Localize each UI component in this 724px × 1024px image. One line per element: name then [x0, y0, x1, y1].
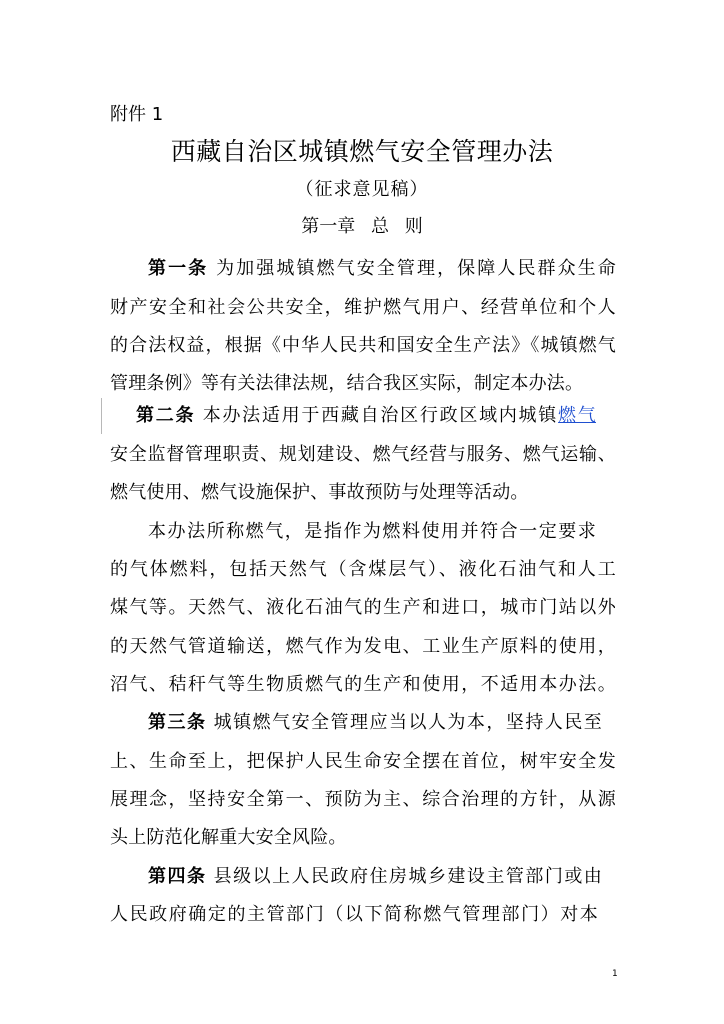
- article4-number: 第四条: [148, 866, 207, 887]
- document-title: 西藏自治区城镇燃气安全管理办法: [170, 137, 554, 166]
- article2-line-3: 燃气使用、燃气设施保护、事故预防与处理等活动。: [110, 482, 529, 503]
- article1-line-3: 的合法权益，根据《中华人民共和国安全生产法》《城镇燃气: [110, 335, 616, 356]
- gas-para-line-1: 本办法所称燃气，是指作为燃料使用并符合一定要求: [148, 521, 596, 542]
- gas-para-line-3: 煤气等。天然气、液化石油气的生产和进口，城市门站以外: [110, 597, 616, 618]
- article4-line-2: 人民政府确定的主管部门（以下简称燃气管理部门）对本: [110, 904, 598, 925]
- article4-line-1: [148, 865, 602, 889]
- attachment-label: 附件 1: [110, 104, 164, 125]
- chapter-heading: 第一章 总 则: [301, 216, 423, 237]
- document-subtitle: （征求意见稿）: [295, 179, 429, 200]
- article2-line-2: 安全监督管理职责、规划建设、燃气经营与服务、燃气运输、: [110, 444, 616, 465]
- article1-line-4: 管理条例》等有关法律法规，结合我区实际，制定本办法。: [110, 373, 584, 394]
- article3-number: 第三条: [148, 712, 207, 733]
- margin-change-bar: [101, 398, 102, 434]
- article1-line-2: 财产安全和社会公共安全，维护燃气用户、经营单位和个人: [110, 297, 616, 318]
- gas-para-line-2: 的气体燃料，包括天然气（含煤层气）、液化石油气和人工: [110, 559, 616, 580]
- page-number: 1: [612, 969, 618, 979]
- article3-line-3: 展理念，坚持安全第一、预防为主、综合治理的方针，从源: [110, 789, 616, 810]
- article2-number: 第二条: [136, 405, 196, 426]
- article1-line-1: [148, 257, 616, 281]
- article2-text-1: 本办法适用于西藏自治区行政区域内城镇: [195, 405, 559, 426]
- article1-number: 第一条: [148, 258, 209, 279]
- gas-hyperlink[interactable]: 燃气: [558, 405, 596, 426]
- article3-line-1: [148, 711, 602, 735]
- article3-line-4: 头上防范化解重大安全风险。: [110, 827, 347, 848]
- article3-text-1: 城镇燃气安全管理应当以人为本，坚持人民至: [206, 712, 602, 733]
- gas-para-line-5: 沼气、秸秆气等生物质燃气的生产和使用，不适用本办法。: [110, 674, 616, 695]
- article3-line-2: 上、生命至上，把保护人民生命安全摆在首位，树牢安全发: [110, 751, 616, 772]
- article4-text-1: 县级以上人民政府住房城乡建设主管部门或由: [206, 866, 602, 887]
- article2-line-1: [136, 404, 596, 428]
- gas-para-line-4: 的天然气管道输送，燃气作为发电、工业生产原料的使用，: [110, 636, 616, 657]
- article1-text-1: 为加强城镇燃气安全管理，保障人民群众生命: [208, 258, 616, 279]
